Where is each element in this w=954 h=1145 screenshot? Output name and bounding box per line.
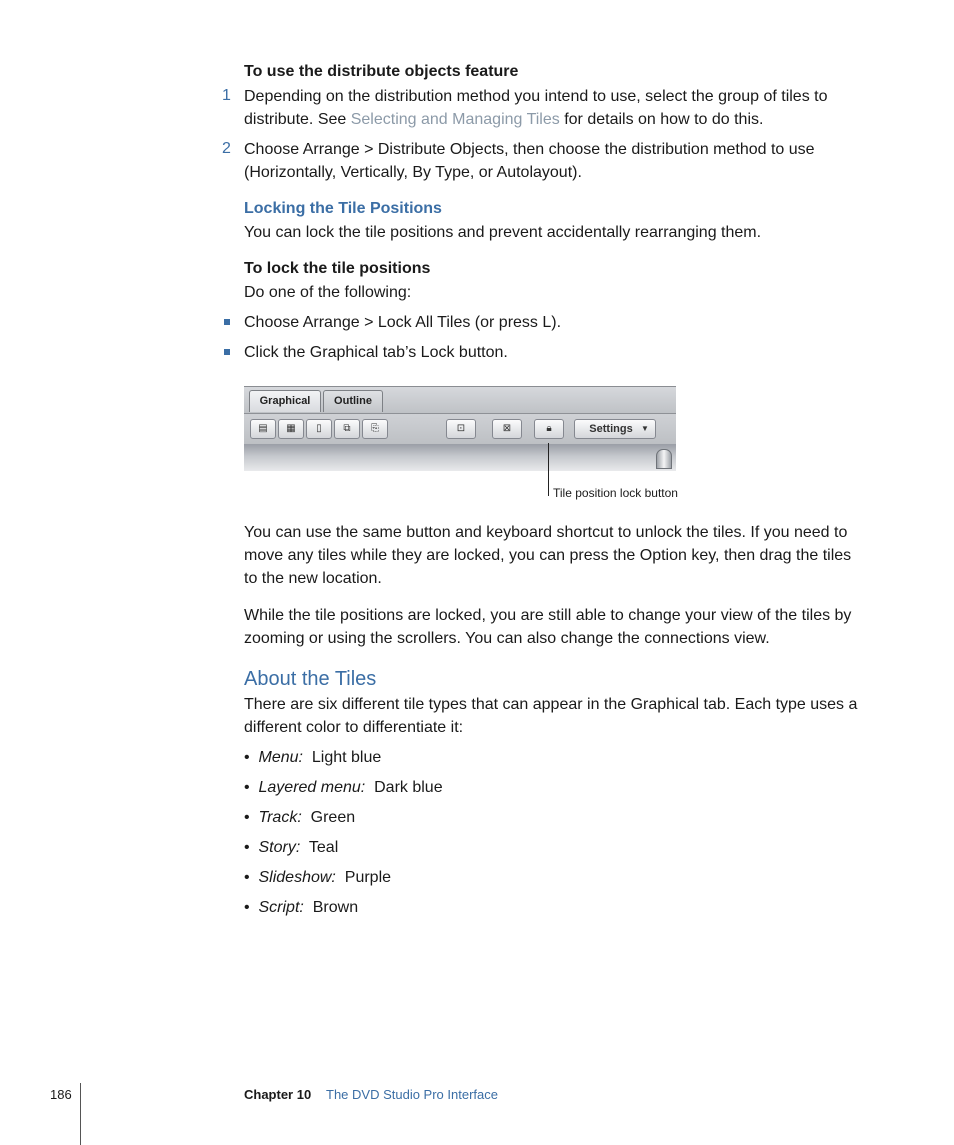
tile-type-name: Track: xyxy=(258,809,302,826)
view-line-2: zooming or using the scrollers. You can also change the connections view. xyxy=(244,630,770,647)
autolayout-icon: ⊠ xyxy=(502,423,512,434)
bullet-square xyxy=(224,349,230,355)
step2-line1: Choose Arrange > Distribute Objects, then choose the distribution method to use xyxy=(244,141,815,158)
footer-chapter-title[interactable]: The DVD Studio Pro Interface xyxy=(326,1087,498,1102)
distribute-heading: To use the distribute objects feature xyxy=(244,63,519,80)
lock-bullet-2: Click the Graphical tab’s Lock button. xyxy=(244,344,508,361)
autolayout-button[interactable] xyxy=(492,419,522,439)
about-line-1: There are six different tile types that can appear in the Graphical tab. Each type uses a xyxy=(244,696,858,713)
about-tiles-heading: About the Tiles xyxy=(244,668,377,690)
view-stack-button[interactable] xyxy=(334,419,360,439)
tile-lock-button[interactable] xyxy=(534,419,564,439)
lock-task-intro: Do one of the following: xyxy=(244,284,412,301)
tile-type-name: Story: xyxy=(258,839,301,856)
tile-icon: ▯ xyxy=(316,423,322,434)
step1-line1: Depending on the distribution method you intend to use, select the group of tiles to xyxy=(244,88,828,105)
tile-type-color: Light blue xyxy=(311,749,382,766)
tile-canvas[interactable] xyxy=(244,444,676,471)
view-script-button[interactable] xyxy=(362,419,388,439)
tile-type-item: • Layered menu: Dark blue xyxy=(244,779,443,796)
tab-bar xyxy=(244,387,676,414)
step1-line2-pre: distribute. See xyxy=(244,111,351,128)
step2-line2: (Horizontally, Vertically, By Type, or Autolayout). xyxy=(244,164,582,181)
tile-type-color: Dark blue xyxy=(374,779,443,796)
graphical-tab-screenshot xyxy=(244,386,676,471)
settings-label: Settings xyxy=(589,423,633,435)
bullet-square xyxy=(224,319,230,325)
tab-outline[interactable]: Outline xyxy=(323,390,383,412)
step-number: 2 xyxy=(222,140,231,157)
view-grid-button[interactable] xyxy=(278,419,304,439)
connections-icon: ⊡ xyxy=(456,423,466,434)
page-number: 186 xyxy=(50,1087,72,1102)
lock-button-caption: Tile position lock button xyxy=(553,486,678,500)
selecting-tiles-link[interactable]: Selecting and Managing Tiles xyxy=(350,111,560,128)
tile-type-name: Menu: xyxy=(258,749,303,766)
about-line-2: different color to differentiate it: xyxy=(244,719,464,736)
tile-type-item: • Slideshow: Purple xyxy=(244,869,392,886)
tile-type-color: Teal xyxy=(308,839,339,856)
tile-type-item: • Menu: Light blue xyxy=(244,749,382,766)
tile-type-item: • Script: Brown xyxy=(244,899,359,916)
tile-type-item: • Story: Teal xyxy=(244,839,339,856)
tab-graphical[interactable]: Graphical xyxy=(249,390,321,412)
locking-heading: Locking the Tile Positions xyxy=(244,200,442,217)
view-line-1: While the tile positions are locked, you are still able to change your view of the tiles by xyxy=(244,607,852,624)
tile-type-color: Green xyxy=(310,809,356,826)
locking-intro: You can lock the tile positions and prevent accidentally rearranging them. xyxy=(244,224,762,241)
tile-type-item: • Track: Green xyxy=(244,809,356,826)
tile-type-color: Brown xyxy=(312,899,359,916)
lock-task-heading: To lock the tile positions xyxy=(244,260,431,277)
footer-chapter: Chapter 10 xyxy=(244,1087,312,1102)
callout-line xyxy=(548,443,549,496)
view-menu-icon: ▤ xyxy=(258,423,268,434)
tile-type-name: Layered menu: xyxy=(258,779,366,796)
unlock-line-2: move any tiles while they are locked, you can press the Option key, then drag the tiles xyxy=(244,547,852,564)
grid-icon: ▦ xyxy=(286,423,296,434)
footer-divider xyxy=(80,1083,81,1145)
scrollbar-thumb[interactable] xyxy=(656,449,672,469)
step-number: 1 xyxy=(222,87,231,104)
tile-type-color: Purple xyxy=(344,869,392,886)
view-single-button[interactable] xyxy=(306,419,332,439)
step1-line2 xyxy=(244,108,763,131)
stack-icon: ⧉ xyxy=(343,423,351,434)
tile-type-name: Script: xyxy=(258,899,304,916)
settings-popup[interactable] xyxy=(574,419,656,439)
connections-button[interactable] xyxy=(446,419,476,439)
chevron-down-icon: ▼ xyxy=(641,424,649,433)
unlock-line-3: to the new location. xyxy=(244,570,382,587)
step1-line2-post: for details on how to do this. xyxy=(559,111,764,128)
lock-icon: 🔒︎ xyxy=(546,423,552,434)
graphical-toolbar xyxy=(244,414,676,444)
lock-bullet-1: Choose Arrange > Lock All Tiles (or press L). xyxy=(244,314,562,331)
view-menu-button[interactable] xyxy=(250,419,276,439)
unlock-line-1: You can use the same button and keyboard shortcut to unlock the tiles. If you need to xyxy=(244,524,848,541)
script-icon: ⎘ xyxy=(371,423,379,434)
tile-type-name: Slideshow: xyxy=(258,869,336,886)
